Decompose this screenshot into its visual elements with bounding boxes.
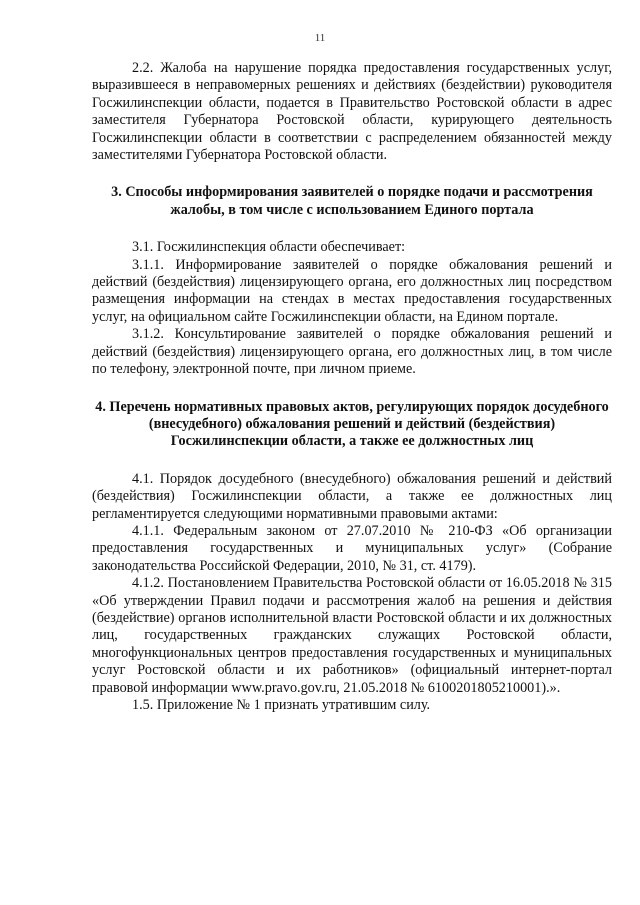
paragraph-3-1-1: 3.1.1. Информирование заявителей о порядке обжалования решений и действий (бездействия) лицензирующего органа, его должностных лиц посредством размещения информации на стендах в местах предоставления государственных услуг, на официальном сайте Госжилинспекции области, на Едином портале. <box>92 256 612 325</box>
paragraph-4-1: 4.1. Порядок досудебного (внесудебного) обжалования решений и действий (бездействия) Госжилинспекции области, а также ее должностных лиц регламентируется следующими нормативными правовыми актами: <box>92 470 612 522</box>
document-body <box>92 60 612 714</box>
paragraph-4-1-1: 4.1.1. Федеральным законом от 27.07.2010 № 210-ФЗ «Об организации предоставления государственных и муниципальных услуг» (Собрание законодательства Российской Федерации, 2010, № 31, ст. 4179). <box>92 522 612 574</box>
page-number: 11 <box>314 32 326 44</box>
section-4-heading: 4. Перечень нормативных правовых актов, регулирующих порядок досудебного (внесудебного) обжалования решений и действий (бездействия) Госжилинспекции области, а также ее должностных лиц <box>95 398 609 450</box>
section-3-heading: 3. Способы информирования заявителей о порядке подачи и рассмотрения жалобы, в том числе с использованием Единого портала <box>111 184 593 218</box>
paragraph-3-1: 3.1. Госжилинспекция области обеспечивает: <box>132 239 406 256</box>
paragraph-3-1-2: 3.1.2. Консультирование заявителей о порядке обжалования решений и действий (бездействия) лицензирующего органа, его должностных лиц, в том числе по телефону, электронной почте, при личном приеме. <box>92 326 612 378</box>
paragraph-1-5: 1.5. Приложение № 1 признать утратившим силу. <box>132 697 431 713</box>
paragraph-4-1-2: 4.1.2. Постановлением Правительства Ростовской области от 16.05.2018 № 315 «Об утверждении Правил подачи и рассмотрения жалоб на решения и действия (бездействие) органов исполнительной власти Ростовской области и их должностных лиц, государственных гражданских служащих Ростовской области, многофункциональных центров предоставления государственных и муниципальных услуг Ростовской области и их работников» (официальный интернет-портал правовой информации www.pravo.gov.ru, 21.05.2018 № 6100201805210001).». <box>92 575 612 696</box>
paragraph-2-2: 2.2. Жалоба на нарушение порядка предоставления государственных услуг, выразившееся в неправомерных решениях и действиях (бездействии) руководителя Госжилинспекции области, подается в Правительство Ростовской области в адрес заместителя Губернатора Ростовской области, курирующего деятельность Госжилинспекции области в соответствии с распределением обязанностей между заместителями Губернатора Ростовской области. <box>92 60 612 164</box>
